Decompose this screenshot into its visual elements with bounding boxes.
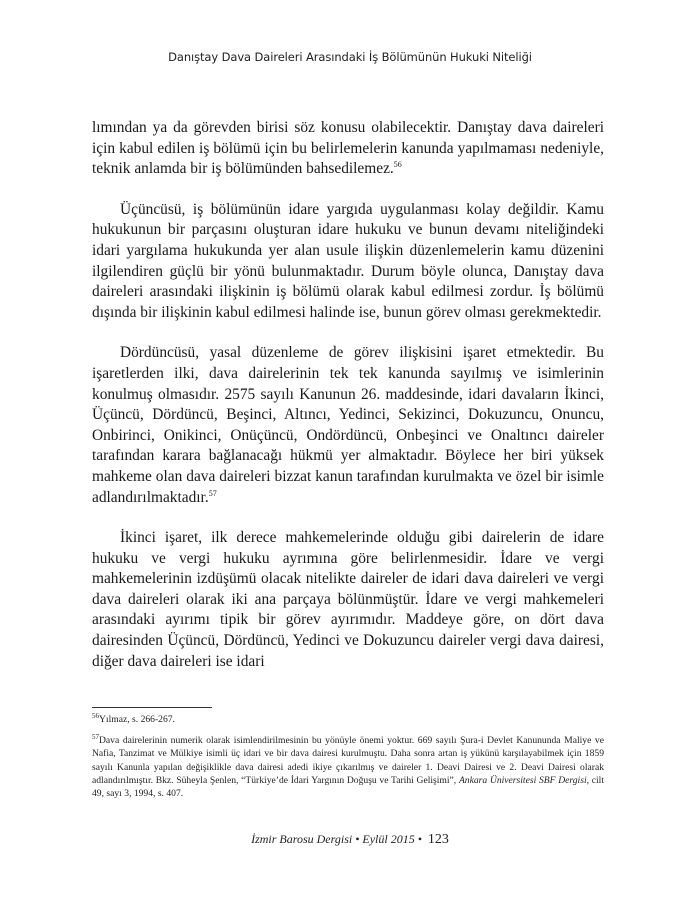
page-number: 123: [427, 832, 449, 847]
body-text: [92, 118, 604, 692]
footnote-mark-56: 56: [92, 712, 99, 720]
footnote-56-text: Yılmaz, s. 266-267.: [99, 714, 175, 725]
footnote-56: [92, 713, 604, 726]
footnote-mark-57: 57: [92, 733, 99, 742]
footnotes: [92, 713, 604, 808]
paragraph-2: [92, 200, 604, 324]
footnote-ref-56[interactable]: 56: [393, 160, 402, 170]
footnote-57: [92, 734, 604, 800]
footnote-ref-57[interactable]: 57: [208, 488, 217, 498]
paragraph-3: [92, 343, 604, 508]
running-header: Danıştay Dava Daireleri Arasındaki İş Bölümünün Hukuki Niteliği: [168, 50, 532, 64]
paragraph-2-text: Üçüncüsü, iş bölümünün idare yargıda uygulanması kolay değildir. Kamu hukukunun bir parçasını oluşturan idare hukuku ve bunun devamı niteliğindeki idari yargılama hukukunda yer alan usule ilişkin düzenlemelerin kamu düzenini ilgilendiren güçlü bir yönü bulunmaktadır. Durum böyle olunca, Danıştay dava daireleri arasındaki ilişkinin iş bölümü olarak kabul edilmesi zordur. İş bölümü dışında bir ilişkinin kabul edilmesi halinde ise, bunun görev olması gerekmektedir.: [92, 200, 604, 321]
paragraph-4-text: İkinci işaret, ilk derece mahkemelerinde olduğu gibi dairelerin de idare hukuku ve vergi hukuku ayrımına göre belirlenmesidir. İdare ve vergi mahkemelerinin izdüşümü olacak nitelikte daireler de idari dava daireleri ve vergi dava daireleri olarak iki ana parçaya bölünmüştür. İdare ve vergi mahkemeleri arasındaki ayırımı tipik bir görev ayırımıdır. Maddeye göre, on dört dava dairesinden Üçüncü, Dördüncü, Yedinci ve Dokuzuncu daireler vergi dava dairesi, diğer dava daireleri ise idari: [92, 529, 604, 670]
footnote-57-journal: Ankara Üniversitesi SBF Dergisi: [458, 774, 587, 786]
paragraph-4: [92, 528, 604, 672]
paragraph-1: [92, 118, 604, 180]
journal-footer: [0, 832, 700, 848]
footnote-57-text: Dava dairelerinin numerik olarak isimlendirilmesinin bu yönüyle önemi yoktur. 669 sayılı Şura-i Devlet Kanununda Maliye ve Nafia, Tanzimat ve Mülkiye isimli üç idari ve bir dava dairesi kurulmuştu. Daha sonra artan iş yükünü karşılayabilmek için 1859 sayılı Kanunla yapılan değişiklikle dava dairesi adedi ikiye çıkarılmış ve daireler 1. Deavi Dairesi ve 2. Deavi Dairesi olarak adlandırılmıştır. Bkz. Süheyla Şenlen, “Türkiye’de İdari Yargının Doğuşu ve Tarihi Gelişimi”,: [92, 735, 604, 786]
journal-name: İzmir Barosu Dergisi • Eylül 2015 •: [251, 832, 422, 846]
paragraph-1-text: lımından ya da görevden birisi söz konusu olabilecektir. Danıştay dava daireleri için kabul edilen iş bölümü için bu belirlemelerin kanunda yapılmaması nedeniyle, teknik anlamda bir iş bölümünden bahsedilemez.: [92, 119, 604, 178]
paragraph-3-text: Dördüncüsü, yasal düzenleme de görev ilişkisini işaret etmektedir. Bu işaretlerden ilki, dava dairelerinin tek tek kanunda sayılmış ve isimlerinin konulmuş olmasıdır. 2575 sayılı Kanunun 26. maddesinde, idari davaların İkinci, Üçüncü, Dördüncü, Beşinci, Altıncı, Yedinci, Sekizinci, Dokuzuncu, Onuncu, Onbirinci, Onikinci, Onüçüncü, Ondördüncü, Onbeşinci ve Onaltıncı daireler tarafından karara bağlanacağı hükmü yer almaktadır. Böylece her biri yüksek mahkeme olan dava daireleri bizzat kanun tarafından kurulmakta ve özel bir isimle adlandırılmaktadır.: [92, 344, 604, 506]
footnote-divider: [92, 707, 212, 708]
footnote-57-citation: , cilt 49, sayı 3, 1994, s. 407.: [92, 774, 604, 800]
